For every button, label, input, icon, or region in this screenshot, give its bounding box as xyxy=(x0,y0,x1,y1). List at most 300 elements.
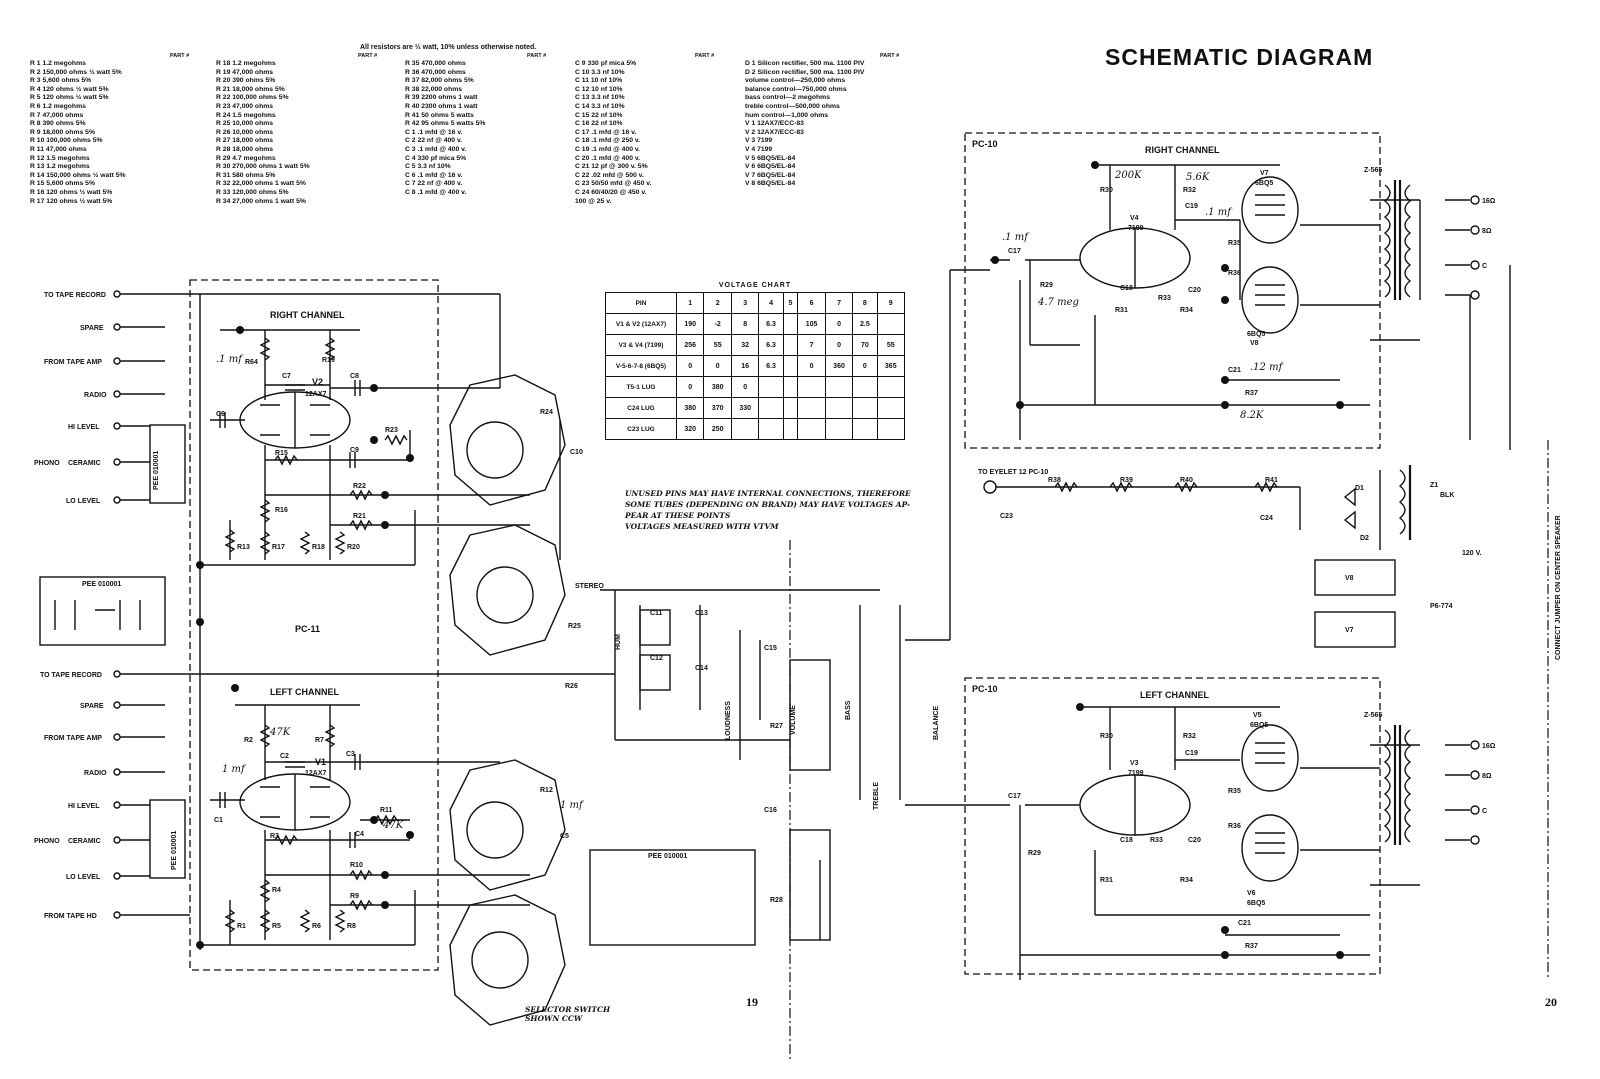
output-label: 16Ω xyxy=(1482,198,1496,205)
list-item: R 1 1.2 megohms xyxy=(30,60,86,67)
list-item: V 1 12AX7/ECC-83 xyxy=(745,120,804,128)
handwritten-note: 1 mf xyxy=(560,800,583,811)
pee-board-3 xyxy=(590,850,755,945)
page-number-left: 19 xyxy=(746,995,758,1009)
component-label: R25 xyxy=(568,623,581,630)
output-label: 16Ω xyxy=(1482,743,1496,750)
voltage-cell: 370 xyxy=(704,398,731,419)
list-item: R 2 150,000 ohms ½ watt 5% xyxy=(30,68,122,76)
component-label: R11 xyxy=(380,807,393,814)
board-label-pc10-bottom: PC-10 xyxy=(972,684,998,694)
voltage-cell: 8 xyxy=(731,314,758,335)
component-label: R4 xyxy=(272,887,281,894)
list-item: R 16 120 ohms ½ watt 5% xyxy=(30,188,113,196)
list-item: C 11 10 nf 10% xyxy=(575,77,623,85)
handwritten-note: .12 mf xyxy=(1250,362,1283,373)
voltage-cell: 6.3 xyxy=(759,314,783,335)
list-item: R 14 150,000 ohms ½ watt 5% xyxy=(30,171,126,179)
component-label: C21 xyxy=(1238,920,1251,927)
list-item: C 8 .1 mfd @ 400 v. xyxy=(405,188,467,196)
list-item: R 3 5,600 ohms 5% xyxy=(30,77,92,85)
list-item: V 7 6BQ5/EL-84 xyxy=(745,171,796,179)
voltage-cell: 8 xyxy=(853,293,877,314)
voltage-cell: 6.3 xyxy=(759,356,783,377)
component-label: C8 xyxy=(350,373,359,380)
pee-label: PEE 010001 xyxy=(82,581,122,588)
handwritten-note: 47K xyxy=(383,820,404,831)
section-label-left-preamp: LEFT CHANNEL xyxy=(270,687,339,697)
list-item: treble control—500,000 ohms xyxy=(745,102,840,110)
tube-type: 6BQ5 xyxy=(1255,180,1274,187)
list-item: R 27 18,000 ohms xyxy=(216,137,274,145)
component-label: R35 xyxy=(1228,788,1241,795)
component-label: R20 xyxy=(347,544,360,551)
list-item: C 4 330 pf mica 5% xyxy=(405,154,467,162)
voltage-cell: 2.5 xyxy=(853,314,877,335)
component-label: C13 xyxy=(695,610,708,617)
component-label: C24 xyxy=(1260,515,1273,522)
list-item: R 34 27,000 ohms 1 watt 5% xyxy=(216,197,306,205)
component-label: R22 xyxy=(353,483,366,490)
board-label-pc11: PC-11 xyxy=(295,624,321,634)
component-label: C20 xyxy=(1188,287,1201,294)
list-item: C 2 22 nf @ 400 v. xyxy=(405,137,463,145)
tube-label: V7 xyxy=(1260,170,1269,177)
component-label: C17 xyxy=(1008,793,1021,800)
component-label: D1 xyxy=(1355,485,1364,492)
input-label: RADIO xyxy=(84,770,107,777)
diagram-title: SCHEMATIC DIAGRAM xyxy=(1105,44,1374,70)
list-item: VOLTAGES MEASURED WITH VTVM xyxy=(625,522,779,531)
tube-type: 7199 xyxy=(1128,225,1144,232)
eyelet-label: TO EYELET 12 PC-10 xyxy=(978,469,1049,476)
component-label: C9 xyxy=(350,447,359,454)
page-number-right: 20 xyxy=(1545,995,1557,1009)
component-label: R29 xyxy=(1028,850,1041,857)
component-label: C7 xyxy=(282,373,291,380)
component-label: R39 xyxy=(1120,477,1133,484)
tube-type: 6BQ5 xyxy=(1247,900,1266,907)
voltage-cell: 32 xyxy=(731,335,758,356)
voltage-cell: 0 xyxy=(677,377,704,398)
list-item: C 13 3.3 nf 10% xyxy=(575,94,625,102)
list-item: C 6 .1 mfd @ 16 v. xyxy=(405,171,463,179)
pc10-bottom-board-outline xyxy=(965,678,1383,974)
component-label: V7 xyxy=(1345,627,1354,634)
voltage-cell: 0 xyxy=(798,356,825,377)
pee-label: PEE 010001 xyxy=(648,853,688,860)
voltage-cell: 9 xyxy=(877,293,905,314)
input-label: SPARE xyxy=(80,703,104,710)
voltage-cell: 365 xyxy=(877,356,905,377)
component-label: R38 xyxy=(1048,477,1061,484)
component-label: R64 xyxy=(245,359,258,366)
voltage-cell: 380 xyxy=(704,377,731,398)
tube-v5-envelope xyxy=(1242,725,1298,791)
component-label: R7 xyxy=(315,737,324,744)
power-supply-wiring xyxy=(984,465,1410,647)
input-label: SPARE xyxy=(80,325,104,332)
voltage-cell: 256 xyxy=(677,335,704,356)
input-label: HI LEVEL xyxy=(68,803,100,810)
component-label: R41 xyxy=(1265,477,1278,484)
tube-label: V3 xyxy=(1130,760,1139,767)
junction-dots xyxy=(991,161,1344,959)
component-label: R15 xyxy=(275,450,288,457)
component-label: R16 xyxy=(275,507,288,514)
component-label: R34 xyxy=(1180,307,1193,314)
list-item: R 25 10,000 ohms xyxy=(216,120,274,128)
voltage-cell: 250 xyxy=(704,419,731,440)
pee-label: PEE 010001 xyxy=(153,450,160,490)
list-item: R 12 1.5 megohms xyxy=(30,154,90,162)
right-output-transformer xyxy=(1385,180,1410,300)
component-label: C3 xyxy=(346,751,355,758)
voltage-row-label: T5-1 LUG xyxy=(606,377,677,398)
component-label: C10 xyxy=(570,449,583,456)
component-label: C11 xyxy=(650,610,663,617)
list-item: C 24 60/40/20 @ 450 v. xyxy=(575,188,647,196)
list-item: R 22 100,000 ohms 5% xyxy=(216,94,289,102)
component-label: C19 xyxy=(1185,203,1198,210)
component-label: C15 xyxy=(764,645,777,652)
tube-label: V2 xyxy=(312,377,324,387)
list-item: R 15 5,600 ohms 5% xyxy=(30,180,95,188)
list-item: V 4 7199 xyxy=(745,145,773,153)
list-item: R 17 120 ohms ½ watt 5% xyxy=(30,197,113,205)
component-label: C17 xyxy=(1008,248,1021,255)
list-item: R 21 18,000 ohms 5% xyxy=(216,85,285,93)
transformer-label: Z-565 xyxy=(1364,167,1383,174)
component-label: R5 xyxy=(272,923,281,930)
handwritten-note: 4.7 meg xyxy=(1038,297,1079,308)
pee-board-4 xyxy=(790,830,830,940)
list-item: C 15 22 nf 10% xyxy=(575,111,623,119)
voltage-row-label: PIN xyxy=(606,293,677,314)
component-label: R10 xyxy=(350,862,363,869)
list-item: R 9 18,000 ohms 5% xyxy=(30,128,95,136)
output-label: 8Ω xyxy=(1482,773,1492,780)
list-item: 100 @ 25 v. xyxy=(575,197,612,205)
list-item: R 23 47,000 ohms xyxy=(216,102,274,110)
list-item: SOME TUBES (DEPENDING ON BRAND) MAY HAVE VOLTAGES AP- xyxy=(625,500,910,509)
tube-type: 6BQ5 xyxy=(1250,722,1269,729)
list-item: PEAR AT THESE POINTS xyxy=(625,511,731,520)
input-label: TO TAPE RECORD xyxy=(40,672,102,679)
component-label: BLK xyxy=(1440,492,1455,499)
voltage-cell: 360 xyxy=(825,356,852,377)
component-label: D2 xyxy=(1360,535,1369,542)
component-label: C21 xyxy=(1228,367,1241,374)
list-item: R 7 47,000 ohms xyxy=(30,111,84,119)
input-label: FROM TAPE AMP xyxy=(44,735,102,742)
list-item: C 22 .02 mfd @ 500 v. xyxy=(575,171,644,179)
input-jacks xyxy=(114,291,120,918)
list-item: volume control—250,000 ohms xyxy=(745,77,846,85)
tube-type: 7199 xyxy=(1128,770,1144,777)
list-item: V 5 6BQ5/EL-84 xyxy=(745,154,796,162)
list-item: C 21 12 pf @ 300 v. 5% xyxy=(575,163,648,171)
component-label: C2 xyxy=(280,753,289,760)
component-label: R33 xyxy=(1150,837,1163,844)
voltage-cell: 0 xyxy=(853,356,877,377)
component-label: R27 xyxy=(770,723,783,730)
handwritten-note: 5.6K xyxy=(1186,172,1210,183)
voltage-cell: 4 xyxy=(759,293,783,314)
voltage-cell: 0 xyxy=(677,356,704,377)
part-header: PART # xyxy=(170,53,190,59)
list-item: C 14 3.3 nf 10% xyxy=(575,102,625,110)
voltage-cell: 70 xyxy=(853,335,877,356)
list-item: V 2 12AX7/ECC-83 xyxy=(745,128,804,136)
list-item: R 8 390 ohms 5% xyxy=(30,120,86,128)
component-label: R29 xyxy=(1040,282,1053,289)
component-label: R1 xyxy=(237,923,246,930)
list-item: C 16 22 nf 10% xyxy=(575,120,623,128)
component-label: C16 xyxy=(764,807,777,814)
part-header: PART # xyxy=(695,53,715,59)
list-item: R 5 120 ohms ½ watt 5% xyxy=(30,94,109,102)
section-label-right-power: RIGHT CHANNEL xyxy=(1145,145,1220,155)
voltage-cell: 55 xyxy=(877,335,905,356)
left-power-wiring xyxy=(990,707,1470,980)
component-label: C4 xyxy=(355,831,364,838)
voltage-chart-title: VOLTAGE CHART xyxy=(718,282,792,289)
list-item: R 6 1.2 megohms xyxy=(30,102,86,110)
component-label: C12 xyxy=(650,655,663,662)
voltage-cell: 0 xyxy=(825,335,852,356)
list-item: C 19 .1 mfd @ 400 v. xyxy=(575,145,641,153)
part-header: PART # xyxy=(880,53,900,59)
tube-label: V8 xyxy=(1250,340,1259,347)
input-jack-board-bottom xyxy=(150,800,185,878)
list-item: R 32 22,000 ohms 1 watt 5% xyxy=(216,180,306,188)
list-item: C 20 .1 mfd @ 400 v. xyxy=(575,154,641,162)
component-label: R33 xyxy=(1158,295,1171,302)
list-item: R 13 1.2 megohms xyxy=(30,163,90,171)
list-item: UNUSED PINS MAY HAVE INTERNAL CONNECTIONS, THEREFORE xyxy=(625,489,911,498)
input-label: TO TAPE RECORD xyxy=(44,292,106,299)
voltage-cell: 190 xyxy=(677,314,704,335)
list-item: R 37 82,000 ohms 5% xyxy=(405,77,474,85)
component-label: R3 xyxy=(270,833,279,840)
list-item: R 4 120 ohms ½ watt 5% xyxy=(30,85,109,93)
pc10-top-board-outline xyxy=(965,133,1383,448)
tube-label: V6 xyxy=(1247,890,1256,897)
component-label: R24 xyxy=(540,409,553,416)
component-label: R40 xyxy=(1180,477,1193,484)
list-item: V 8 6BQ5/EL-84 xyxy=(745,180,796,188)
component-label: R36 xyxy=(1228,270,1241,277)
input-label: RADIO xyxy=(84,392,107,399)
parts-note: All resistors are ½ watt, 10% unless otherwise noted. xyxy=(360,44,537,51)
pee-label: PEE 010001 xyxy=(171,830,178,870)
list-item: R 11 47,000 ohms xyxy=(30,145,87,153)
transformer-label: P6-774 xyxy=(1430,603,1453,610)
output-label: C xyxy=(1482,808,1488,815)
tube-v8-envelope xyxy=(1242,267,1298,333)
part-header: PART # xyxy=(527,53,547,59)
component-label: R31 xyxy=(1100,877,1113,884)
component-label: R35 xyxy=(1228,240,1241,247)
voltage-cell: 3 xyxy=(731,293,758,314)
component-label: C5 xyxy=(560,833,569,840)
list-item: R 28 18,000 ohms xyxy=(216,145,274,153)
component-label: R12 xyxy=(540,787,553,794)
voltage-cell: 6.3 xyxy=(759,335,783,356)
list-item: SHOWN CCW xyxy=(525,1014,583,1023)
component-label: R2 xyxy=(244,737,253,744)
right-preamp-wiring xyxy=(200,294,560,565)
tube-v6-envelope xyxy=(1242,815,1298,881)
list-item: R 19 47,000 ohms xyxy=(216,68,274,76)
component-label: R23 xyxy=(385,427,398,434)
voltage-cell: 2 xyxy=(704,293,731,314)
voltage-cell: 0 xyxy=(825,314,852,335)
voltage-cell: -2 xyxy=(704,314,731,335)
list-item: R 18 1.2 megohms xyxy=(216,60,276,67)
list-item: R 29 4.7 megohms xyxy=(216,154,276,162)
handwritten-note: 47K xyxy=(270,727,291,738)
control-label: VOLUME xyxy=(790,705,797,735)
list-item: R 39 2200 ohms 1 watt xyxy=(405,94,478,102)
voltage-row-label: V3 & V4 (7199) xyxy=(606,335,677,356)
list-item: R 42 95 ohms 5 watts 5% xyxy=(405,120,486,128)
voltage-cell: 55 xyxy=(704,335,731,356)
component-label: C18 xyxy=(1120,837,1133,844)
component-label: R9 xyxy=(350,893,359,900)
component-label: R32 xyxy=(1183,733,1196,740)
list-item: hum control—1,000 ohms xyxy=(745,111,829,119)
input-label: PHONO xyxy=(34,460,60,467)
left-output-transformer xyxy=(1385,725,1410,845)
voltage-cell: 380 xyxy=(677,398,704,419)
component-label: C18 xyxy=(1120,285,1133,292)
input-label: LO LEVEL xyxy=(66,874,101,881)
input-label: LO LEVEL xyxy=(66,498,101,505)
component-label: R21 xyxy=(353,513,366,520)
list-item: C 9 330 pf mica 5% xyxy=(575,60,637,67)
component-label: R37 xyxy=(1245,390,1258,397)
list-item: R 38 22,000 ohms xyxy=(405,85,463,93)
list-item: D 2 Silicon rectifier, 500 ma. 1100 PIV xyxy=(745,68,865,76)
input-label: CERAMIC xyxy=(68,460,101,467)
component-label: C1 xyxy=(214,817,223,824)
list-item: V 6 6BQ5/EL-84 xyxy=(745,163,796,171)
selector-switch-wafers xyxy=(450,375,565,1025)
component-label: V8 xyxy=(1345,575,1354,582)
tube-label: V4 xyxy=(1130,215,1139,222)
list-item: V 3 7199 xyxy=(745,137,773,145)
component-label: R36 xyxy=(1228,823,1241,830)
control-label: BALANCE xyxy=(933,705,940,740)
component-label: R6 xyxy=(312,923,321,930)
list-item: C 1 .1 mfd @ 16 v. xyxy=(405,128,463,136)
handwritten-note: .1 mf xyxy=(1002,232,1028,243)
component-label: R31 xyxy=(1115,307,1128,314)
voltage-cell: 6 xyxy=(798,293,825,314)
voltage-cell: 7 xyxy=(798,335,825,356)
component-label: C20 xyxy=(1188,837,1201,844)
stereo-label: STEREO xyxy=(575,583,604,590)
list-item: R 10 100,000 ohms 5% xyxy=(30,137,103,145)
input-label: HI LEVEL xyxy=(68,424,100,431)
section-label-left-power: LEFT CHANNEL xyxy=(1140,690,1209,700)
left-preamp-wiring xyxy=(200,674,615,945)
control-label: TREBLE xyxy=(873,782,880,810)
list-item: R 24 1.5 megohms xyxy=(216,111,276,119)
input-label: FROM TAPE HD xyxy=(44,913,97,920)
list-item: R 40 2300 ohms 1 watt xyxy=(405,102,478,110)
component-label: R28 xyxy=(770,897,783,904)
component-label: R17 xyxy=(272,544,285,551)
component-label: C6 xyxy=(216,411,225,418)
list-item: R 35 470,000 ohms xyxy=(405,60,466,67)
list-item: R 26 10,000 ohms xyxy=(216,128,274,136)
component-label: C14 xyxy=(695,665,708,672)
control-label: LOUDNESS xyxy=(725,701,732,740)
voltage-cell: 5 xyxy=(783,293,798,314)
voltage-row-label: V1 & V2 (12AX7) xyxy=(606,314,677,335)
voltage-cell: 0 xyxy=(731,377,758,398)
voltage-cell: 0 xyxy=(704,356,731,377)
component-label: R37 xyxy=(1245,943,1258,950)
list-item: R 33 120,000 ohms 5% xyxy=(216,188,289,196)
list-item: bass control—2 megohms xyxy=(745,94,830,102)
list-item: R 30 270,000 ohms 1 watt 5% xyxy=(216,163,310,171)
transformer-label: Z-565 xyxy=(1364,712,1383,719)
output-terminals xyxy=(1471,196,1479,844)
list-item: C 18 .1 mfd @ 250 v. xyxy=(575,137,641,145)
control-label: HUM xyxy=(615,634,622,650)
component-label: R26 xyxy=(565,683,578,690)
output-label: C xyxy=(1482,263,1488,270)
jumper-note: CONNECT JUMPER ON CENTER SPEAKER xyxy=(1555,515,1562,660)
input-label: PHONO xyxy=(34,838,60,845)
voltage-cell: 7 xyxy=(825,293,852,314)
component-label: R8 xyxy=(347,923,356,930)
voltage-cell: 320 xyxy=(677,419,704,440)
component-label: R19 xyxy=(322,357,335,364)
mains-label: 120 V. xyxy=(1462,550,1482,557)
list-item: C 10 3.3 nf 10% xyxy=(575,68,625,76)
voltage-row-label: C23 LUG xyxy=(606,419,677,440)
handwritten-note: 1 mf xyxy=(222,764,245,775)
component-label: R30 xyxy=(1100,187,1113,194)
tube-type: 12AX7 xyxy=(305,391,327,398)
part-header: PART # xyxy=(358,53,378,59)
list-item: C 23 50/50 mfd @ 450 v. xyxy=(575,180,652,188)
component-label: R18 xyxy=(312,544,325,551)
input-lines xyxy=(120,294,560,950)
output-label: 8Ω xyxy=(1482,228,1492,235)
tube-type: 12AX7 xyxy=(305,770,327,777)
list-item: C 3 .1 mfd @ 400 v. xyxy=(405,145,467,153)
component-label: Z1 xyxy=(1430,482,1439,489)
component-label: C19 xyxy=(1185,750,1198,757)
list-item: C 7 22 nf @ 400 v. xyxy=(405,180,463,188)
handwritten-note: 8.2K xyxy=(1240,410,1264,421)
voltage-row-label: V-5-6-7-8 (6BQ5) xyxy=(606,356,677,377)
voltage-cell: 16 xyxy=(731,356,758,377)
board-label-pc10-top: PC-10 xyxy=(972,139,998,149)
component-label: C23 xyxy=(1000,513,1013,520)
list-item: D 1 Silicon rectifier, 500 ma. 1100 PIV xyxy=(745,60,865,67)
voltage-cell: 105 xyxy=(798,314,825,335)
list-item: R 36 470,000 ohms xyxy=(405,68,466,76)
voltage-cell: 1 xyxy=(677,293,704,314)
component-label: R32 xyxy=(1183,187,1196,194)
